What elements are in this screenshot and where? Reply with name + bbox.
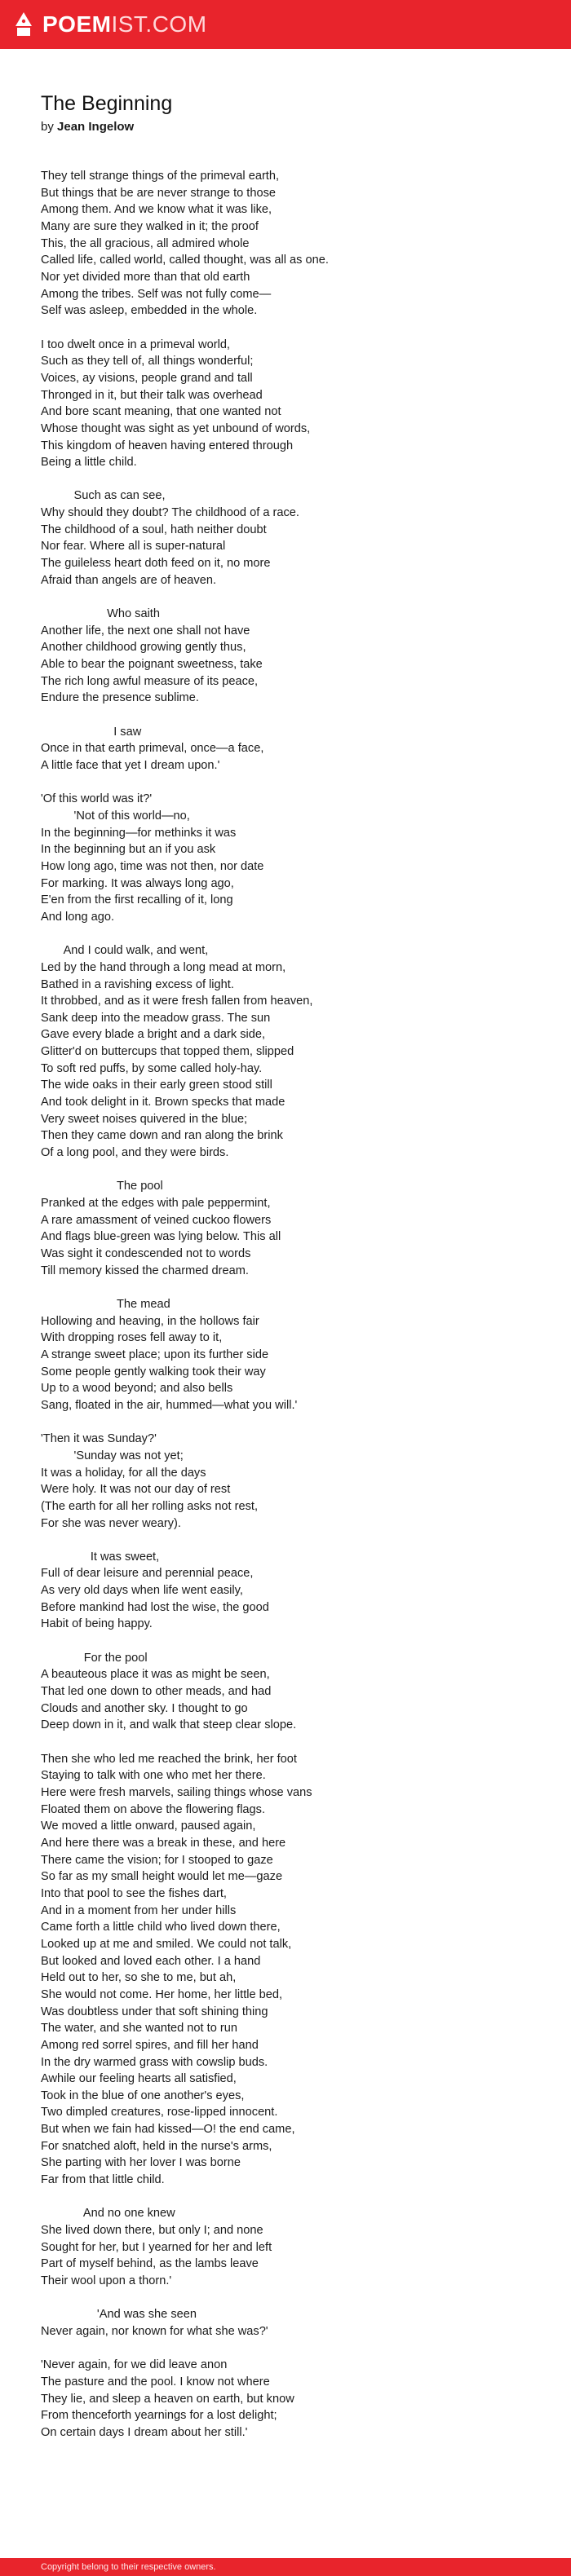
byline-prefix: by: [41, 120, 58, 134]
poem-content: [41, 91, 530, 2441]
site-header: [0, 0, 571, 49]
quill-logo-icon[interactable]: [11, 11, 36, 38]
copyright-notice: Copyright belong to their respective owners.: [41, 2562, 216, 2572]
logo-text-light: IST.COM: [111, 11, 207, 37]
poem-title: The Beginning: [41, 92, 173, 115]
logo-text-bold: POEM: [42, 11, 112, 37]
site-footer: [0, 2558, 571, 2576]
site-logo-link[interactable]: [42, 11, 207, 37]
poem-byline: [41, 119, 530, 135]
author-link[interactable]: Jean Ingelow: [57, 120, 135, 134]
poem-body: They tell strange things of the primeval earth, But things that be are never strange to those Among them. And we know what it was like, Many are sure they walked in it; the proof This, the all gracious, all admired whole Called life, called world, called thought, was all as one. Nor yet divided more than that old earth Among the tribes. Self was not fully come— Self was asleep, embedded in the whole. I too dwelt once in a primeval world, Such as they tell of, all things wonderful; Voices, ay visions, people grand and tall Thronged in it, but their talk was overhead And bore scant meaning, that one wanted not Whose thought was sight as yet unbound of words, This kingdom of heaven having entered through Being a little child. Such as can see, Why should they doubt? The childhood of a race. The childhood of a soul, hath neither doubt Nor fear. Where all is super-natural The guileless heart doth feed on it, no more Afraid than angels are of heaven. Who saith Another life, the next one shall not have Another childhood growing gently thus, Able to bear the poignant sweetness, take The rich long awful measure of its peace, Endure the presence sublime. I saw Once in that earth primeval, once—a face, A little face that yet I dream upon.' 'Of this world was it?' 'Not of this world—no, In the beginning—for methinks it was In the beginning but an if you ask How long ago, time was not then, nor date For marking. It was always long ago, E'en from the first recalling of it, long And long ago. And I could walk, and went, Led by the hand through a long mead at morn, Bathed in a ravishing excess of light. It throbbed, and as it were fresh fallen from heaven, Sank deep into the meadow grass. The sun Gave every blade a bright and a dark side, Glitter'd on buttercups that topped them, slipped To soft red puffs, by some called holy-hay. The wide oaks in their early green stood still And took delight in it. Brown specks that made Very sweet noises quivered in the blue; Then they came down and ran along the brink Of a long pool, and they were birds. The pool Pranked at the edges with pale peppermint, A rare amassment of veined cuckoo flowers And flags blue-green was lying below. This all Was sight it condescended not to words Till memory kissed the charmed dream. The mead Hollowing and heaving, in the hollows fair With dropping roses fell away to it, A strange sweet place; upon its further side Some people gently walking took their way Up to a wood beyond; and also bells Sang, floated in the air, hummed—what you will.' 'Then it was Sunday?' 'Sunday was not yet; It was a holiday, for all the days Were holy. It was not our day of rest (The earth for all her rolling asks not rest, For she was never weary). It was sweet, Full of dear leisure and perennial peace, As very old days when life went easily, Before mankind had lost the wise, the good Habit of being happy. For the pool A beauteous place it was as might be seen, That led one down to other meads, and had Clouds and another sky. I thought to go Deep down in it, and walk that steep clear slope. Then she who led me reached the brink, her foot Staying to talk with one who met her there. Here were fresh marvels, sailing things whose vans Floated them on above the flowering flags. We moved a little onward, paused again, And here there was a break in these, and here There came the vision; for I stooped to gaze So far as my small height would let me—gaze Into that pool to see the fishes dart, And in a moment from her under hills Came forth a little child who lived down there, Looked up at me and smiled. We could not talk, But looked and loved each other. I a hand Held out to her, so she to me, but ah, She would not come. Her home, her little bed, Was doubtless under that soft shining thing The water, and she wanted not to run Among red sorrel spires, and fill her hand In the dry warmed grass with cowslip buds. Awhile our feeling hearts all satisfied, Took in the blue of one another's eyes, Two dimpled creatures, rose-lipped innocent. But when we fain had kissed—O! the end came, For snatched aloft, held in the nurse's arms, She parting with her lover I was borne Far from that little child. And no one knew She lived down there, but only I; and none Sought for her, but I yearned for her and left Part of myself behind, as the lambs leave Their wool upon a thorn.' 'And was she seen Never again, nor known for what she was?' 'Never again, for we did leave anon The pasture and the pool. I know not where They lie, and sleep a heaven on earth, but know From thenceforth yearnings for a lost delight; On certain days I dream about her still.': [41, 170, 329, 2439]
